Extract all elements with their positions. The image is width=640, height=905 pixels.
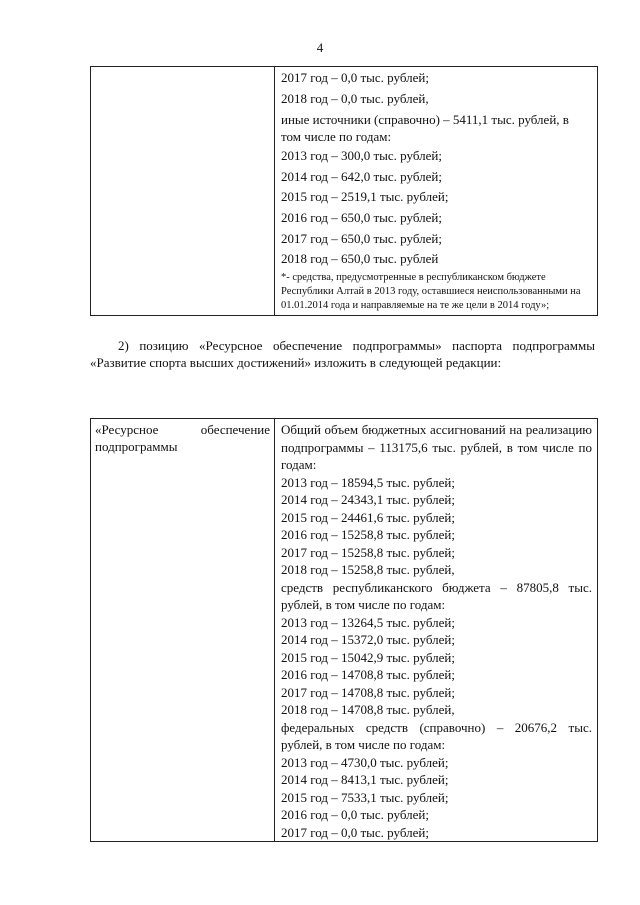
table-cell-label (91, 419, 275, 842)
amendment-paragraph: 2) позицию «Ресурсное обеспечение подпрограммы» паспорта подпрограммы «Развитие спорта высших достижений» изложить в следующей редакции: (90, 338, 595, 370)
table-cell-funding (275, 67, 598, 316)
other-sources-2017: 2017 год – 650,0 тыс. рублей; (281, 230, 442, 246)
republic-2015: 2015 год – 15042,9 тыс. рублей; (281, 649, 455, 665)
table-cell-funding (275, 419, 598, 842)
other-sources-2015: 2015 год – 2519,1 тыс. рублей; (281, 189, 449, 205)
republic-2014: 2014 год – 15372,0 тыс. рублей; (281, 632, 455, 647)
total-2014: 2014 год – 24343,1 тыс. рублей; (281, 492, 455, 507)
federal-2016: 2016 год – 0,0 тыс. рублей; (281, 807, 429, 822)
total-funding-line: Общий объем бюджетных ассигнований на реализацию подпрограммы – 113175,6 тыс. рублей, в том числе по годам: (281, 422, 592, 472)
table-cell-empty (91, 67, 275, 316)
total-2017: 2017 год – 15258,8 тыс. рублей; (281, 544, 455, 560)
resource-provision-label: «Ресурсное обеспечение подпрограммы (95, 422, 270, 454)
republic-2017: 2017 год – 14708,8 тыс. рублей; (281, 684, 455, 700)
other-sources-2013: 2013 год – 300,0 тыс. рублей; (281, 148, 442, 164)
federal-2013: 2013 год – 4730,0 тыс. рублей; (281, 754, 449, 770)
federal-2017: 2017 год – 0,0 тыс. рублей; (281, 824, 429, 840)
total-2016: 2016 год – 15258,8 тыс. рублей; (281, 527, 455, 542)
table-row (91, 419, 598, 842)
federal-funds-line: федеральных средств (справочно) – 20676,2 тыс. рублей, в том числе по годам: (281, 719, 592, 752)
federal-2014: 2014 год – 8413,1 тыс. рублей; (281, 772, 449, 787)
footnote: *- средства, предусмотренные в республиканском бюджете Республики Алтай в 2013 году, оставшиеся неиспользованными на 01.01.2014 года и направляемые на те же цели в 2014 году»; (281, 271, 581, 311)
other-sources-line: иные источники (справочно) – 5411,1 тыс. рублей, в том числе по годам: (281, 112, 569, 145)
funding-line-2018: 2018 год – 0,0 тыс. рублей, (281, 90, 429, 106)
page-number: 4 (316, 40, 324, 55)
resource-provision-table (90, 418, 598, 842)
total-2015: 2015 год – 24461,6 тыс. рублей; (281, 509, 455, 525)
republic-2016: 2016 год – 14708,8 тыс. рублей; (281, 667, 455, 682)
republic-2013: 2013 год – 13264,5 тыс. рублей; (281, 614, 455, 630)
total-2018: 2018 год – 15258,8 тыс. рублей, (281, 562, 455, 577)
republic-budget-line: средств республиканского бюджета – 87805,8 тыс. рублей, в том числе по годам: (281, 579, 592, 612)
other-sources-2014: 2014 год – 642,0 тыс. рублей; (281, 168, 442, 184)
funding-table-continued (90, 66, 598, 316)
funding-line-2017: 2017 год – 0,0 тыс. рублей; (281, 70, 429, 85)
other-sources-2018: 2018 год – 650,0 тыс. рублей (281, 251, 439, 267)
other-sources-2016: 2016 год – 650,0 тыс. рублей; (281, 209, 442, 225)
republic-2018: 2018 год – 14708,8 тыс. рублей, (281, 702, 455, 717)
total-2013: 2013 год – 18594,5 тыс. рублей; (281, 474, 455, 490)
table-row (91, 67, 598, 316)
federal-2015: 2015 год – 7533,1 тыс. рублей; (281, 789, 449, 805)
